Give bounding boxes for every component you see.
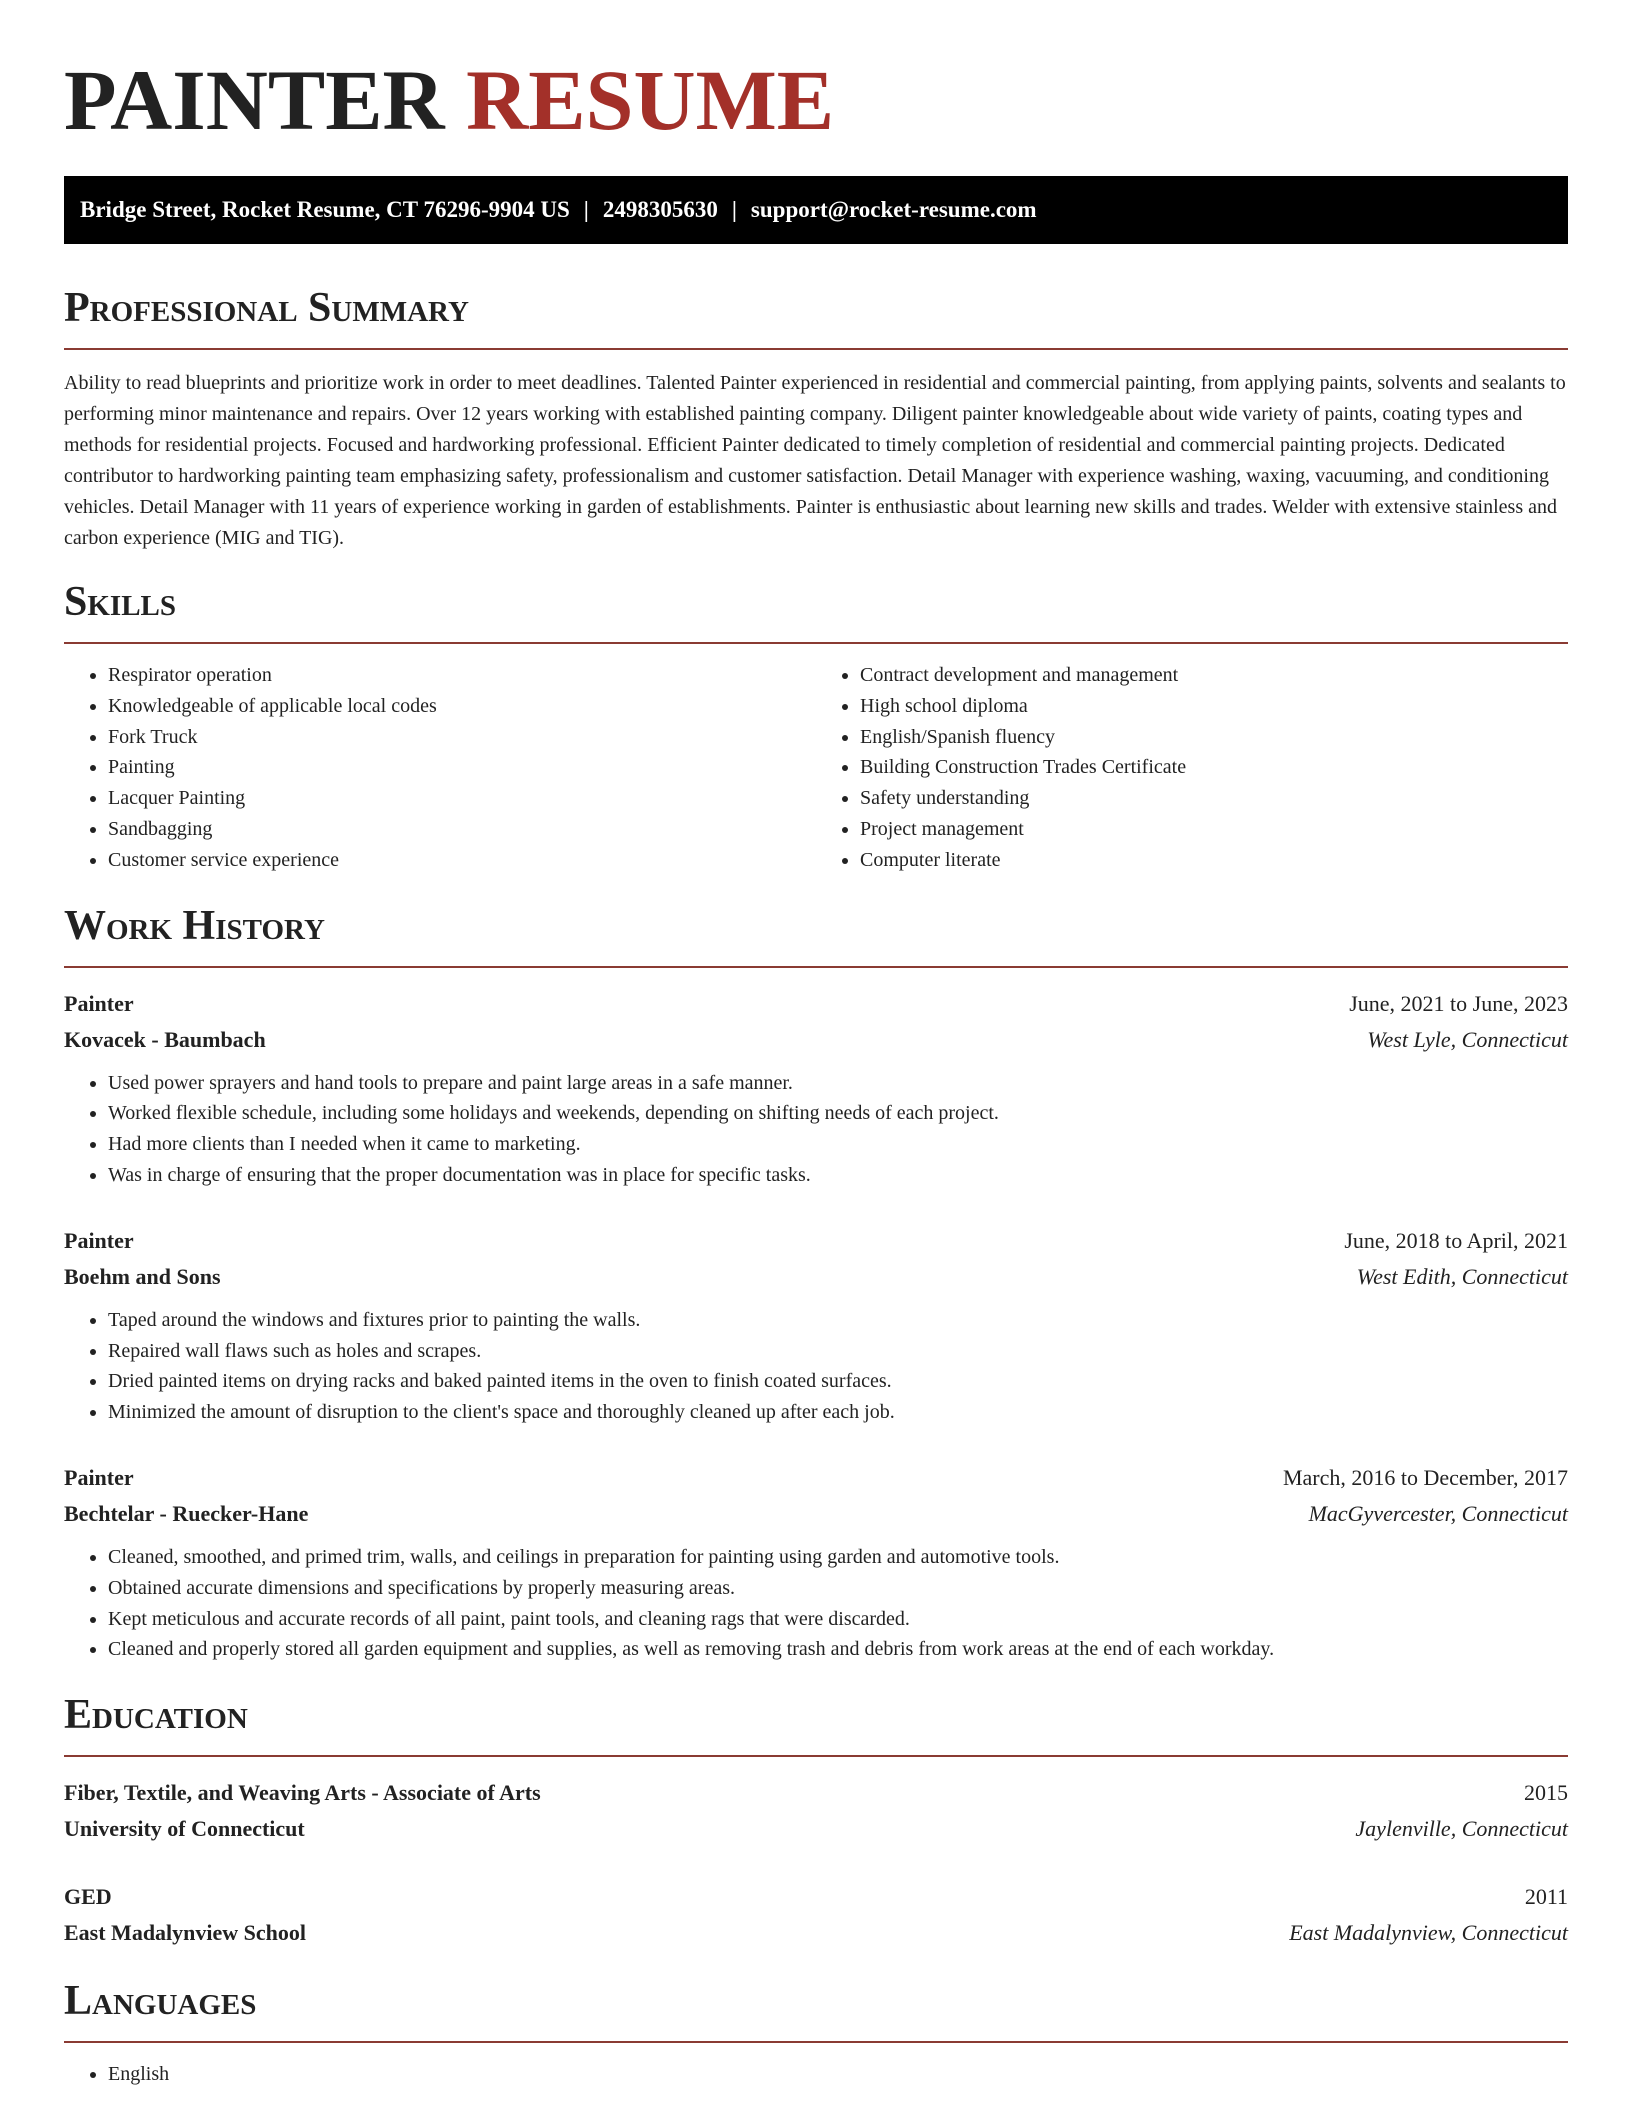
education-subheader [64,1915,1568,1951]
resume-title [64,0,1568,148]
education-entry [64,1775,1568,1847]
education-entry [64,1879,1568,1951]
job-bullet: • Taped around the windows and fixtures prior to painting the walls. [108,1305,1568,1336]
job-bullet: • Kept meticulous and accurate records of all paint, paint tools, and cleaning rags that were discarded. [108,1604,1568,1635]
contact-address: Bridge Street, Rocket Resume, CT 76296-9904 US [80,197,570,222]
job-entry [64,1460,1568,1665]
job-dates: March, 2016 to December, 2017 [1282,1464,1568,1490]
work-heading: Work History [64,902,325,949]
summary-heading: Professional Summary [64,285,469,331]
languages-section [64,1975,1568,2090]
job-header [64,986,1568,1022]
job-bullet: • Repaired wall flaws such as holes and scrapes. [108,1336,1568,1367]
contact-separator: | [731,197,737,222]
skill-item: • Fork Truck [108,722,816,753]
job-header [64,1460,1568,1496]
education-location: East Madalynview, Connecticut [1289,1920,1568,1946]
job-bullets [64,1542,1568,1665]
job-dates: June, 2021 to June, 2023 [1349,990,1568,1016]
education-degree: Fiber, Textile, and Weaving Arts - Associate of Arts [64,1780,541,1806]
job-company: Kovacek - Baumbach [64,1026,266,1052]
job-company: Boehm and Sons [64,1263,221,1289]
job-bullet: • Cleaned, smoothed, and primed trim, walls, and ceilings in preparation for painting using garden and automotive tools. [108,1542,1568,1573]
contact-phone: 2498305630 [602,197,718,222]
skills-heading: Skills [64,579,177,625]
job-header [64,1223,1568,1259]
work-section [64,900,1568,1666]
job-entry [64,986,1568,1191]
skill-item: • Sandbagging [108,814,816,845]
section-divider [64,1755,1568,1757]
skill-item: • English/Spanish fluency [860,722,1568,753]
skills-list-right [816,660,1568,876]
skills-list-left [64,660,816,876]
skills-section [64,576,1568,876]
job-bullet: • Obtained accurate dimensions and specifications by properly measuring areas. [108,1573,1568,1604]
job-entry [64,1223,1568,1428]
education-header [64,1879,1568,1915]
education-year: 2015 [1524,1780,1568,1806]
section-divider [64,966,1568,968]
section-divider [64,642,1568,644]
education-section [64,1689,1568,1951]
education-subheader [64,1811,1568,1847]
skill-item: • Computer literate [860,845,1568,876]
skill-item: • Safety understanding [860,783,1568,814]
summary-section [64,282,1568,554]
title-primary: PAINTER [64,52,445,148]
job-bullets [64,1068,1568,1191]
skill-item: • Contract development and management [860,660,1568,691]
education-school: East Madalynview School [64,1920,307,1946]
title-accent: RESUME [466,52,835,148]
job-title: Painter [64,1227,134,1253]
skill-item: • Lacquer Painting [108,783,816,814]
section-divider [64,348,1568,350]
job-bullet: • Used power sprayers and hand tools to prepare and paint large areas in a safe manner. [108,1068,1568,1099]
job-location: West Edith, Connecticut [1356,1263,1568,1289]
languages-list [64,2059,1568,2090]
education-header [64,1775,1568,1811]
job-subheader [64,1496,1568,1532]
job-subheader [64,1259,1568,1295]
job-title: Painter [64,1464,134,1490]
job-bullet: • Minimized the amount of disruption to the client's space and thoroughly cleaned up after each job. [108,1397,1568,1428]
job-bullet: • Worked flexible schedule, including some holidays and weekends, depending on shifting needs of each project. [108,1098,1568,1129]
skills-columns [64,660,1568,876]
contact-bar [64,176,1568,244]
skill-item: • High school diploma [860,691,1568,722]
education-location: Jaylenville, Connecticut [1355,1816,1568,1842]
job-title: Painter [64,990,134,1016]
job-bullet: • Had more clients than I needed when it came to marketing. [108,1129,1568,1160]
skill-item: • Knowledgeable of applicable local codes [108,691,816,722]
section-divider [64,2041,1568,2043]
job-dates: June, 2018 to April, 2021 [1344,1227,1568,1253]
education-degree: GED [64,1884,112,1910]
skill-item: • Building Construction Trades Certificate [860,752,1568,783]
job-subheader [64,1022,1568,1058]
language-item: • English [108,2059,1568,2090]
contact-email[interactable]: support@rocket-resume.com [750,197,1037,222]
skill-item: • Painting [108,752,816,783]
job-bullet: • Cleaned and properly stored all garden equipment and supplies, as well as removing trash and debris from work areas at the end of each workday. [108,1634,1568,1665]
languages-heading: Languages [64,1978,257,2025]
job-bullets [64,1305,1568,1428]
skill-item: • Respirator operation [108,660,816,691]
job-location: MacGyvercester, Connecticut [1308,1500,1568,1526]
contact-separator: | [583,197,589,222]
education-heading: Education [64,1692,248,1739]
skill-item: • Project management [860,814,1568,845]
job-bullet: • Was in charge of ensuring that the proper documentation was in place for specific tasks. [108,1160,1568,1191]
education-year: 2011 [1524,1884,1568,1910]
job-company: Bechtelar - Ruecker-Hane [64,1500,309,1526]
skill-item: • Customer service experience [108,845,816,876]
job-bullet: • Dried painted items on drying racks and baked painted items in the oven to finish coated surfaces. [108,1366,1568,1397]
job-location: West Lyle, Connecticut [1367,1026,1568,1052]
education-school: University of Connecticut [64,1816,305,1842]
summary-text: Ability to read blueprints and prioritize work in order to meet deadlines. Talented Painter experienced in residential and commercial painting, from applying paints, solvents and sealants to performing minor maintenance and repairs. Over 12 years working with established painting company. Diligent painter knowledgeable about wide variety of paints, coating types and methods for residential projects. Focused and hardworking professional. Efficient Painter dedicated to timely completion of residential and commercial painting projects. Dedicated contributor to hardworking painting team emphasizing safety, professionalism and customer satisfaction. Detail Manager with experience washing, waxing, vacuuming, and conditioning vehicles. Detail Manager with 11 years of experience working in garden of establishments. Painter is enthusiastic about learning new skills and trades. Welder with extensive stainless and carbon experience (MIG and TIG). [64,372,1566,549]
